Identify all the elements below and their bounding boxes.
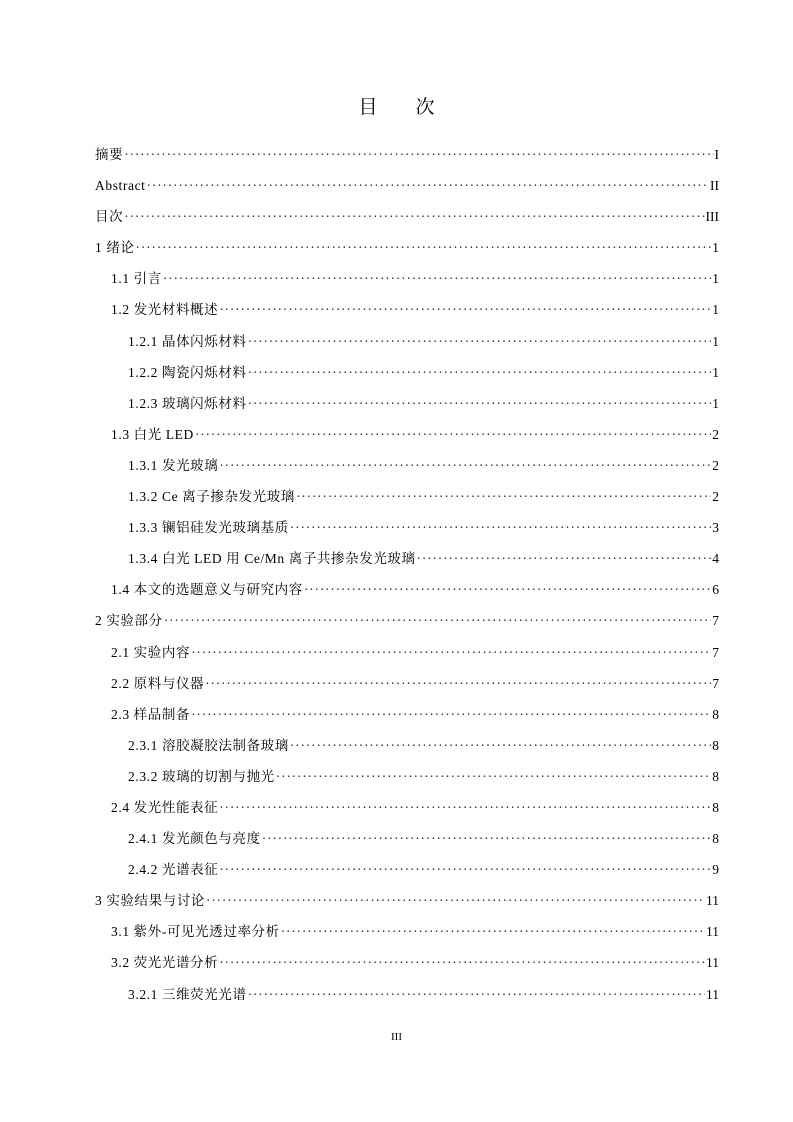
- toc-entry[interactable]: [95, 294, 719, 325]
- dot-leader: [191, 699, 711, 730]
- toc-page-number: 8: [712, 737, 719, 753]
- dot-leader: [163, 263, 711, 294]
- toc-entry-title: 2.1 实验内容: [111, 644, 191, 660]
- toc-entry[interactable]: [95, 792, 719, 823]
- toc-entry[interactable]: [95, 761, 719, 792]
- toc-entry-title: 1.3.4 白光 LED 用 Ce/Mn 离子共掺杂发光玻璃: [128, 551, 416, 567]
- toc-entry-title: 2.3.2 玻璃的切割与抛光: [128, 768, 275, 784]
- toc-page-number: 8: [712, 706, 719, 722]
- toc-entry[interactable]: [95, 481, 719, 512]
- dot-leader: [248, 326, 712, 357]
- toc-entry-title: 3.2 荧光光谱分析: [111, 955, 219, 971]
- dot-leader: [219, 294, 711, 325]
- dot-leader: [290, 730, 711, 761]
- toc-page-number: III: [705, 209, 719, 225]
- toc-entry-title: 2.3 样品制备: [111, 706, 191, 722]
- toc-entry[interactable]: [95, 543, 719, 574]
- toc-entry-title: 1.2.2 陶瓷闪烁材料: [128, 364, 247, 380]
- toc-page-number: 7: [712, 675, 719, 691]
- toc-entry-title: 1.3 白光 LED: [111, 426, 194, 442]
- toc-page-number: 1: [712, 333, 719, 349]
- footer-page-number: III: [391, 1031, 402, 1043]
- toc-page-number: 11: [706, 893, 719, 909]
- toc-entry[interactable]: [95, 947, 719, 978]
- toc-page-number: 2: [712, 426, 719, 442]
- toc-entry[interactable]: [95, 388, 719, 419]
- toc-entry-title: 2.3.1 溶胶凝胶法制备玻璃: [128, 737, 289, 753]
- toc-entry[interactable]: [95, 232, 719, 263]
- toc-page-number: 8: [712, 799, 719, 815]
- toc-entry[interactable]: [95, 263, 719, 294]
- toc-entry-title: 1.2 发光材料概述: [111, 302, 219, 318]
- dot-leader: [304, 574, 711, 605]
- dot-leader: [136, 232, 712, 263]
- dot-leader: [219, 792, 711, 823]
- dot-leader: [248, 388, 712, 419]
- dot-leader: [164, 605, 712, 636]
- dot-leader: [248, 357, 712, 388]
- toc-page-number: 1: [712, 302, 719, 318]
- dot-leader: [219, 450, 711, 481]
- toc-entry-title: 摘要: [95, 147, 124, 162]
- toc-entry[interactable]: [95, 916, 719, 947]
- toc-page-number: 1: [712, 364, 719, 380]
- dot-leader: [124, 201, 704, 232]
- toc-entry-title: 3.2.1 三维荧光光谱: [128, 986, 247, 1002]
- toc-page-number: 1: [712, 240, 719, 256]
- toc-page-number: 7: [712, 613, 719, 629]
- toc-entry[interactable]: [95, 201, 719, 232]
- dot-leader: [276, 761, 711, 792]
- toc-entry-title: 2.4.1 发光颜色与亮度: [128, 831, 261, 847]
- toc-entry-title: 2.2 原料与仪器: [111, 675, 205, 691]
- toc-entry-title: 2.4 发光性能表征: [111, 799, 219, 815]
- toc-page-number: 11: [706, 955, 719, 971]
- toc-page-number: 11: [706, 924, 719, 940]
- dot-leader: [417, 543, 712, 574]
- toc-entry-title: 1.1 引言: [111, 271, 162, 287]
- toc-entry[interactable]: [95, 170, 719, 201]
- dot-leader: [219, 947, 705, 978]
- dot-leader: [205, 668, 711, 699]
- toc-entry[interactable]: [95, 979, 719, 1010]
- dot-leader: [147, 170, 709, 201]
- toc-entry-title: 3 实验结果与讨论: [95, 893, 206, 909]
- toc-entry[interactable]: [95, 823, 719, 854]
- page-title: 目 次: [358, 96, 451, 118]
- toc-page-number: 8: [712, 768, 719, 784]
- dot-leader: [262, 823, 712, 854]
- toc-entry[interactable]: [95, 668, 719, 699]
- toc-entry-title: 2 实验部分: [95, 613, 163, 629]
- dot-leader: [195, 419, 711, 450]
- toc-entry[interactable]: [95, 450, 719, 481]
- toc-entry[interactable]: [95, 699, 719, 730]
- dot-leader: [219, 854, 711, 885]
- toc-page-number: 9: [712, 862, 719, 878]
- toc-entry-title: 1.2.3 玻璃闪烁材料: [128, 395, 247, 411]
- toc-entry[interactable]: [95, 854, 719, 885]
- toc-entry[interactable]: [95, 357, 719, 388]
- table-of-contents: [95, 139, 719, 1010]
- dot-leader: [124, 139, 713, 170]
- dot-leader: [290, 512, 711, 543]
- toc-entry-title: 1.3.2 Ce 离子掺杂发光玻璃: [128, 489, 295, 505]
- dot-leader: [191, 637, 711, 668]
- toc-entry-title: 目次: [95, 209, 124, 225]
- toc-entry-title: 1.3.1 发光玻璃: [128, 457, 219, 473]
- toc-entry-title: 3.1 紫外-可见光透过率分析: [111, 924, 280, 940]
- toc-page-number: 2: [712, 457, 719, 473]
- toc-entry[interactable]: [95, 605, 719, 636]
- toc-page-number: 8: [712, 831, 719, 847]
- toc-entry-title: 1 绪论: [95, 240, 135, 256]
- toc-page-number: II: [710, 178, 719, 194]
- toc-entry[interactable]: [95, 419, 719, 450]
- dot-leader: [206, 885, 705, 916]
- toc-entry[interactable]: [95, 574, 719, 605]
- toc-entry-title: 1.4 本文的选题意义与研究内容: [111, 582, 303, 598]
- toc-entry[interactable]: [95, 885, 719, 916]
- toc-page-number: 2: [712, 489, 719, 505]
- toc-page-number: I: [714, 147, 719, 162]
- toc-page-number: 6: [712, 582, 719, 598]
- toc-page-number: 3: [712, 520, 719, 536]
- toc-entry-title: 2.4.2 光谱表征: [128, 862, 219, 878]
- toc-entry-title: 1.2.1 晶体闪烁材料: [128, 333, 247, 349]
- toc-entry[interactable]: [95, 139, 719, 170]
- toc-entry-title: 1.3.3 镧铝硅发光玻璃基质: [128, 520, 289, 536]
- toc-page-number: 1: [712, 271, 719, 287]
- dot-leader: [281, 916, 705, 947]
- toc-page-number: 1: [712, 395, 719, 411]
- toc-entry-title: Abstract: [95, 178, 146, 194]
- toc-page-number: 4: [712, 551, 719, 567]
- toc-entry[interactable]: [95, 637, 719, 668]
- toc-entry[interactable]: [95, 730, 719, 761]
- dot-leader: [296, 481, 711, 512]
- toc-page-number: 11: [706, 986, 719, 1002]
- toc-page-number: 7: [712, 644, 719, 660]
- toc-entry[interactable]: [95, 512, 719, 543]
- toc-entry[interactable]: [95, 326, 719, 357]
- dot-leader: [248, 979, 705, 1010]
